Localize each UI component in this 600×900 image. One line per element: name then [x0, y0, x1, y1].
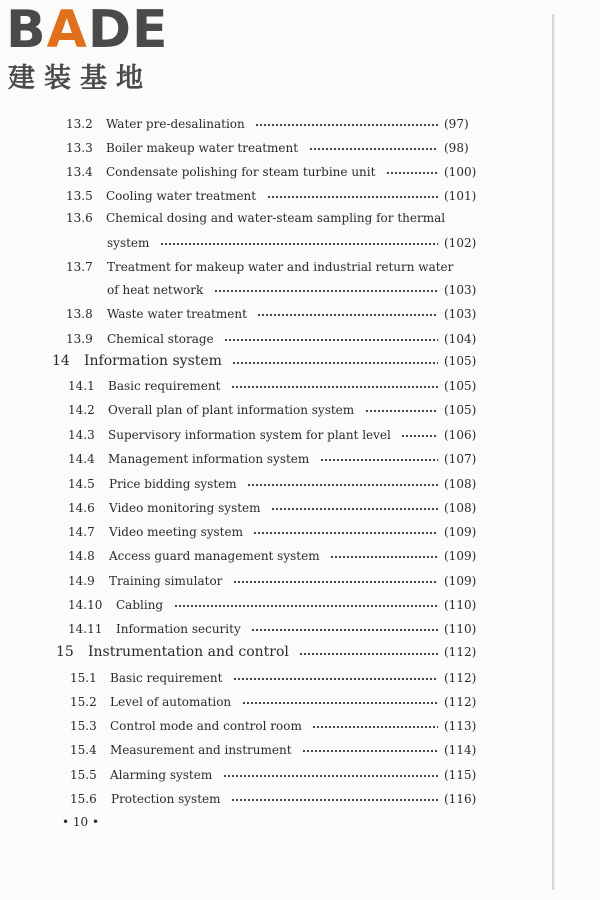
- entry-number: 15.6: [70, 792, 97, 806]
- entry-title: Level of automation: [110, 695, 232, 709]
- entry-number: 14.5: [68, 477, 95, 491]
- entry-title: Information system: [84, 353, 222, 369]
- entry-page-number: (109): [444, 549, 477, 563]
- entry-title: Water pre-desalination: [106, 117, 245, 131]
- toc-entry: [0, 718, 560, 736]
- entry-page-number: (110): [444, 598, 477, 612]
- entry-page-number: (98): [444, 141, 469, 155]
- entry-number: 15.5: [70, 768, 97, 782]
- dot-leader: [267, 194, 438, 200]
- toc-entry: [0, 235, 560, 253]
- entry-number: 14.6: [68, 501, 95, 515]
- toc-chapter-entry: [0, 644, 560, 662]
- entry-number: 15.4: [70, 743, 97, 757]
- toc-entry: [0, 331, 560, 349]
- dot-leader: [302, 748, 438, 754]
- entry-page-number: (102): [444, 236, 477, 250]
- entry-title: Video monitoring system: [109, 501, 261, 515]
- dot-leader: [320, 457, 438, 463]
- entry-number: 14.4: [68, 452, 95, 466]
- dot-leader: [299, 651, 438, 657]
- entry-title: Video meeting system: [109, 525, 243, 539]
- logo-chinese-text: 建装基地: [8, 63, 152, 94]
- entry-page-number: (112): [444, 645, 477, 659]
- dot-leader: [214, 288, 438, 294]
- entry-page-number: (108): [444, 477, 477, 491]
- entry-page-number: (105): [444, 379, 477, 393]
- entry-title: Basic requirement: [108, 379, 221, 393]
- entry-title: Cooling water treatment: [106, 189, 257, 203]
- entry-title: Basic requirement: [110, 671, 223, 685]
- entry-title: Information security: [116, 622, 241, 636]
- entry-page-number: (109): [444, 525, 477, 539]
- entry-number: 14: [52, 353, 70, 369]
- entry-number: 13.6: [66, 211, 93, 225]
- toc-entry: [0, 306, 560, 324]
- toc-entry: [0, 378, 560, 396]
- toc-entry: [0, 670, 560, 688]
- entry-number: 13.7: [66, 260, 93, 274]
- entry-page-number: (114): [444, 743, 477, 757]
- toc-entry: [0, 476, 560, 494]
- toc-entry: [0, 500, 560, 518]
- dot-leader: [401, 433, 438, 439]
- entry-number: 14.7: [68, 525, 95, 539]
- entry-number: 14.11: [68, 622, 103, 636]
- entry-number: 14.9: [68, 574, 95, 588]
- entry-page-number: (100): [444, 165, 477, 179]
- entry-number: 13.2: [66, 117, 93, 131]
- dot-leader: [312, 724, 438, 730]
- entry-number: 14.1: [68, 379, 95, 393]
- entry-number: 13.9: [66, 332, 93, 346]
- entry-page-number: (115): [444, 768, 477, 782]
- entry-title: Treatment for makeup water and industrial return water: [107, 260, 454, 274]
- entry-number: 15.3: [70, 719, 97, 733]
- dot-leader: [247, 482, 438, 488]
- entry-number: 13.3: [66, 141, 93, 155]
- entry-title: Condensate polishing for steam turbine unit: [106, 165, 376, 179]
- dot-leader: [233, 579, 438, 585]
- entry-number: 15.2: [70, 695, 97, 709]
- toc-entry: [0, 282, 560, 300]
- entry-number: 15.1: [70, 671, 97, 685]
- toc-entry: [0, 767, 560, 785]
- dot-leader: [257, 312, 438, 318]
- entry-title: system: [107, 236, 150, 250]
- dot-leader: [224, 337, 438, 343]
- toc-entry: [0, 597, 560, 615]
- dot-leader: [231, 384, 438, 390]
- toc-entry: [0, 188, 560, 206]
- entry-title: Training simulator: [109, 574, 223, 588]
- entry-page-number: (103): [444, 307, 477, 321]
- dot-leader: [233, 676, 438, 682]
- dot-leader: [271, 506, 438, 512]
- entry-title: Cabling: [116, 598, 164, 612]
- entry-title: Overall plan of plant information system: [108, 403, 355, 417]
- toc-entry: [0, 524, 560, 542]
- dot-leader: [365, 408, 438, 414]
- entry-title: Access guard management system: [109, 549, 320, 563]
- dot-leader: [255, 122, 438, 128]
- toc-chapter-entry: [0, 353, 560, 371]
- entry-title: Waste water treatment: [107, 307, 247, 321]
- dot-leader: [231, 797, 438, 803]
- entry-title: Chemical storage: [107, 332, 214, 346]
- entry-page-number: (101): [444, 189, 477, 203]
- entry-page-number: (107): [444, 452, 477, 466]
- entry-number: 14.10: [68, 598, 103, 612]
- toc-entry: [0, 402, 560, 420]
- logo-wordmark: BADE: [6, 0, 169, 60]
- entry-page-number: (112): [444, 695, 477, 709]
- entry-title: Instrumentation and control: [88, 644, 289, 660]
- entry-title: Boiler makeup water treatment: [106, 141, 299, 155]
- entry-number: 14.2: [68, 403, 95, 417]
- dot-leader: [330, 554, 438, 560]
- entry-page-number: (105): [444, 403, 477, 417]
- toc-entry: [0, 451, 560, 469]
- entry-page-number: (109): [444, 574, 477, 588]
- entry-page-number: (110): [444, 622, 477, 636]
- entry-page-number: (105): [444, 354, 477, 368]
- toc-entry: [0, 742, 560, 760]
- entry-title: Price bidding system: [109, 477, 237, 491]
- entry-title: Chemical dosing and water-steam sampling for thermal: [106, 211, 446, 225]
- entry-number: 13.4: [66, 165, 93, 179]
- entry-title: of heat network: [107, 283, 204, 297]
- toc-entry: [0, 164, 560, 182]
- dot-leader: [174, 603, 438, 609]
- entry-number: 15: [56, 644, 74, 660]
- entry-page-number: (106): [444, 428, 477, 442]
- entry-page-number: (116): [444, 792, 477, 806]
- dot-leader: [232, 360, 438, 366]
- entry-page-number: (103): [444, 283, 477, 297]
- toc-entry: [0, 573, 560, 591]
- dot-leader: [386, 170, 438, 176]
- dot-leader: [251, 627, 438, 633]
- entry-page-number: (104): [444, 332, 477, 346]
- entry-number: 14.8: [68, 549, 95, 563]
- entry-page-number: (108): [444, 501, 477, 515]
- entry-title: Management information system: [108, 452, 310, 466]
- entry-title: Alarming system: [110, 768, 213, 782]
- toc-entry: [0, 116, 560, 134]
- entry-page-number: (112): [444, 671, 477, 685]
- toc-entry: [0, 548, 560, 566]
- toc-entry: [0, 621, 560, 639]
- toc-entry: [0, 427, 560, 445]
- entry-number: 13.8: [66, 307, 93, 321]
- entry-number: 14.3: [68, 428, 95, 442]
- dot-leader: [160, 241, 438, 247]
- toc-entry: [0, 140, 560, 158]
- toc-entry: [0, 694, 560, 712]
- dot-leader: [309, 146, 438, 152]
- entry-title: Protection system: [111, 792, 221, 806]
- entry-page-number: (113): [444, 719, 477, 733]
- entry-title: Measurement and instrument: [110, 743, 292, 757]
- dot-leader: [253, 530, 438, 536]
- entry-title: Control mode and control room: [110, 719, 302, 733]
- entry-page-number: (97): [444, 117, 469, 131]
- toc-entry: [0, 210, 560, 228]
- dot-leader: [223, 773, 438, 779]
- entry-title: Supervisory information system for plant level: [108, 428, 391, 442]
- dot-leader: [242, 700, 438, 706]
- toc-entry: [0, 791, 560, 809]
- page-number: • 10 •: [62, 815, 100, 829]
- toc-entry: [0, 259, 560, 277]
- entry-number: 13.5: [66, 189, 93, 203]
